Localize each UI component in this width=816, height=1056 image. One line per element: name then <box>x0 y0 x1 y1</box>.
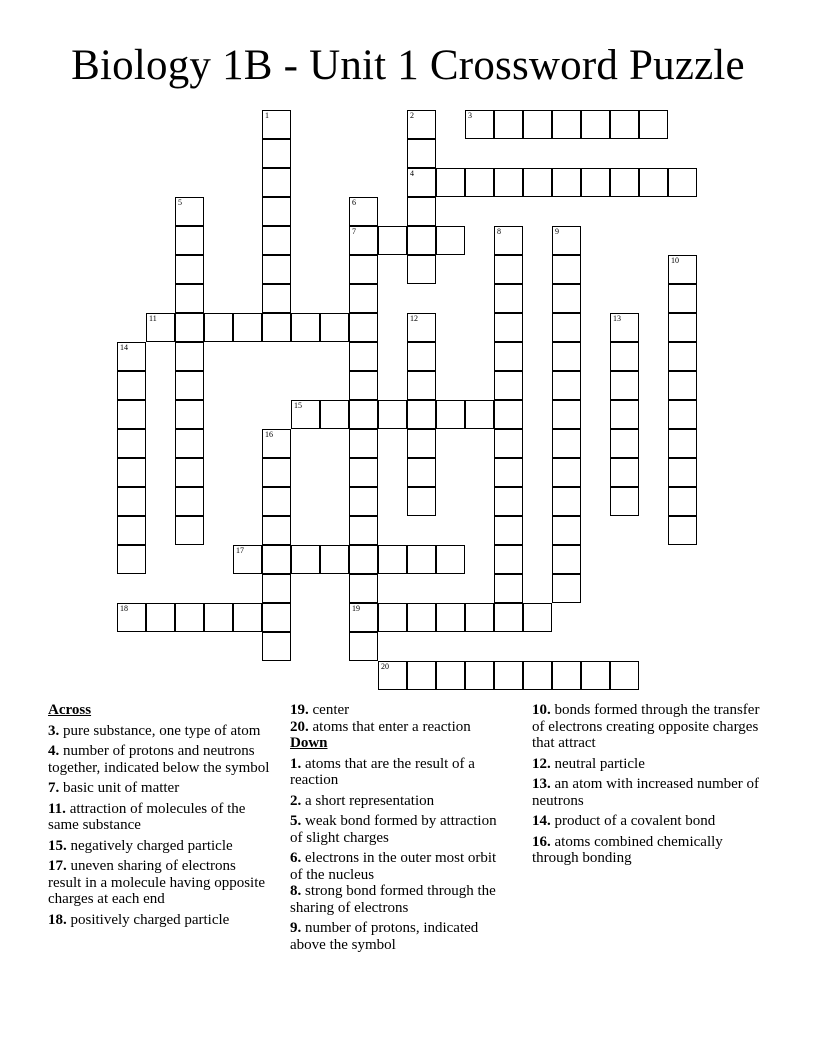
crossword-cell[interactable] <box>436 661 465 690</box>
clue-down-13: 13. an atom with increased number of neutrons <box>532 776 760 809</box>
clue-across-11: 11. attraction of molecules of the same substance <box>48 800 246 833</box>
crossword-cell[interactable] <box>610 168 639 197</box>
crossword-cell[interactable] <box>552 168 581 197</box>
crossword-cell[interactable] <box>262 632 291 661</box>
clue-number-label: 11 <box>149 314 157 323</box>
crossword-cell[interactable] <box>117 487 146 516</box>
crossword-cell[interactable] <box>668 168 697 197</box>
clue-down-5: 5. weak bond formed by attraction of slight charges <box>290 813 497 846</box>
crossword-cell[interactable] <box>465 110 494 139</box>
crossword-cell[interactable] <box>610 429 639 458</box>
clue-down-16: 16. atoms combined chemically through bonding <box>532 833 723 866</box>
crossword-cell[interactable] <box>668 313 697 342</box>
clue-number-label: 16 <box>265 430 273 439</box>
crossword-cell[interactable] <box>349 226 378 255</box>
crossword-cell[interactable] <box>175 284 204 313</box>
crossword-cell[interactable] <box>291 400 320 429</box>
crossword-cell[interactable] <box>378 400 407 429</box>
crossword-cell[interactable] <box>262 197 291 226</box>
clue-across-20: 20. atoms that enter a reaction <box>290 718 471 735</box>
crossword-cell[interactable] <box>320 313 349 342</box>
crossword-cell[interactable] <box>581 661 610 690</box>
crossword-cell[interactable] <box>552 110 581 139</box>
crossword-cell[interactable] <box>610 313 639 342</box>
crossword-cell[interactable] <box>117 400 146 429</box>
crossword-cell[interactable] <box>552 313 581 342</box>
crossword-cell[interactable] <box>552 516 581 545</box>
crossword-cell[interactable] <box>175 197 204 226</box>
crossword-cell[interactable] <box>494 487 523 516</box>
crossword-cell[interactable] <box>233 313 262 342</box>
clue-number-label: 2 <box>410 111 414 120</box>
clues-column-3 <box>532 702 764 871</box>
clue-across-19: 19. center <box>290 702 350 718</box>
clue-across-15: 15. negatively charged particle <box>48 837 233 854</box>
crossword-cell[interactable] <box>146 603 175 632</box>
crossword-cell[interactable] <box>349 458 378 487</box>
crossword-cell[interactable] <box>175 342 204 371</box>
crossword-cell[interactable] <box>175 313 204 342</box>
crossword-cell[interactable] <box>117 371 146 400</box>
clue-number-label: 6 <box>352 198 356 207</box>
crossword-cell[interactable] <box>494 603 523 632</box>
crossword-cell[interactable] <box>494 313 523 342</box>
clue-across-4: 4. number of protons and neutrons together, indicated below the symbol <box>48 743 270 776</box>
crossword-cell[interactable] <box>349 574 378 603</box>
crossword-cell[interactable] <box>407 371 436 400</box>
crossword-cell[interactable] <box>204 603 233 632</box>
clue-number-label: 13 <box>613 314 621 323</box>
crossword-cell[interactable] <box>407 255 436 284</box>
crossword-cell[interactable] <box>349 545 378 574</box>
crossword-cell[interactable] <box>407 429 436 458</box>
crossword-cell[interactable] <box>320 400 349 429</box>
crossword-cell[interactable] <box>349 255 378 284</box>
crossword-cell[interactable] <box>349 284 378 313</box>
crossword-cell[interactable] <box>668 371 697 400</box>
crossword-cell[interactable] <box>407 545 436 574</box>
crossword-cell[interactable] <box>610 342 639 371</box>
crossword-cell[interactable] <box>117 545 146 574</box>
crossword-cell[interactable] <box>494 429 523 458</box>
crossword-cell[interactable] <box>262 603 291 632</box>
crossword-cell[interactable] <box>262 110 291 139</box>
clue-number-label: 8 <box>497 227 501 236</box>
clue-number-label: 3 <box>468 111 472 120</box>
crossword-cell[interactable] <box>552 429 581 458</box>
crossword-cell[interactable] <box>668 400 697 429</box>
clue-number-label: 14 <box>120 343 128 352</box>
clue-down-9: 9. number of protons, indicated above the symbol <box>290 920 479 953</box>
crossword-cell[interactable] <box>378 661 407 690</box>
crossword-cell[interactable] <box>465 661 494 690</box>
crossword-cell[interactable] <box>175 603 204 632</box>
crossword-cell[interactable] <box>494 371 523 400</box>
crossword-cell[interactable] <box>494 342 523 371</box>
crossword-cell[interactable] <box>117 429 146 458</box>
crossword-cell[interactable] <box>175 226 204 255</box>
crossword-cell[interactable] <box>204 313 233 342</box>
crossword-cell[interactable] <box>349 313 378 342</box>
clue-number-label: 7 <box>352 227 356 236</box>
crossword-cell[interactable] <box>552 400 581 429</box>
crossword-cell[interactable] <box>407 342 436 371</box>
crossword-cell[interactable] <box>262 429 291 458</box>
crossword-cell[interactable] <box>668 342 697 371</box>
crossword-cell[interactable] <box>175 429 204 458</box>
crossword-cell[interactable] <box>610 110 639 139</box>
crossword-cell[interactable] <box>378 603 407 632</box>
crossword-cell[interactable] <box>407 197 436 226</box>
clue-number-label: 4 <box>410 169 414 178</box>
clue-number-label: 10 <box>671 256 679 265</box>
crossword-cell[interactable] <box>610 458 639 487</box>
clue-number-label: 12 <box>410 314 418 323</box>
crossword-cell[interactable] <box>378 226 407 255</box>
crossword-cell[interactable] <box>552 661 581 690</box>
crossword-cell[interactable] <box>523 661 552 690</box>
crossword-cell[interactable] <box>668 458 697 487</box>
crossword-cell[interactable] <box>494 516 523 545</box>
crossword-cell[interactable] <box>639 110 668 139</box>
crossword-cell[interactable] <box>668 255 697 284</box>
clue-number-label: 17 <box>236 546 244 555</box>
crossword-cell[interactable] <box>436 545 465 574</box>
crossword-cell[interactable] <box>117 458 146 487</box>
crossword-cell[interactable] <box>407 458 436 487</box>
crossword-cell[interactable] <box>465 603 494 632</box>
crossword-cell[interactable] <box>610 400 639 429</box>
clue-down-14: 14. product of a covalent bond <box>532 813 716 829</box>
crossword-cell[interactable] <box>349 487 378 516</box>
crossword-cell[interactable] <box>494 545 523 574</box>
crossword-cell[interactable] <box>494 255 523 284</box>
crossword-cell[interactable] <box>494 574 523 603</box>
crossword-cell[interactable] <box>494 284 523 313</box>
crossword-cell[interactable] <box>407 313 436 342</box>
crossword-cell[interactable] <box>349 632 378 661</box>
crossword-cell[interactable] <box>668 487 697 516</box>
crossword-cell[interactable] <box>610 371 639 400</box>
clue-down-1: 1. atoms that are the result of a reaction <box>290 755 475 788</box>
crossword-cell[interactable] <box>436 168 465 197</box>
crossword-cell[interactable] <box>407 487 436 516</box>
clue-number-label: 18 <box>120 604 128 613</box>
crossword-cell[interactable] <box>146 313 175 342</box>
crossword-cell[interactable] <box>320 545 349 574</box>
crossword-cell[interactable] <box>117 342 146 371</box>
crossword-cell[interactable] <box>552 255 581 284</box>
crossword-cell[interactable] <box>581 110 610 139</box>
crossword-cell[interactable] <box>262 313 291 342</box>
crossword-cell[interactable] <box>233 545 262 574</box>
clue-across-7: 7. basic unit of matter <box>48 780 180 796</box>
clues-column-2 <box>290 702 512 957</box>
crossword-cell[interactable] <box>349 197 378 226</box>
crossword-cell[interactable] <box>175 458 204 487</box>
crossword-cell[interactable] <box>581 168 610 197</box>
crossword-cell[interactable] <box>552 371 581 400</box>
crossword-cell[interactable] <box>494 226 523 255</box>
clue-across-3: 3. pure substance, one type of atom <box>48 722 261 739</box>
crossword-cell[interactable] <box>494 110 523 139</box>
crossword-cell[interactable] <box>436 400 465 429</box>
crossword-cell[interactable] <box>262 487 291 516</box>
crossword-cell[interactable] <box>349 342 378 371</box>
crossword-cell[interactable] <box>262 545 291 574</box>
crossword-cell[interactable] <box>465 400 494 429</box>
crossword-cell[interactable] <box>494 458 523 487</box>
crossword-cell[interactable] <box>552 574 581 603</box>
crossword-cell[interactable] <box>175 255 204 284</box>
clue-number-label: 5 <box>178 198 182 207</box>
crossword-cell[interactable] <box>523 110 552 139</box>
crossword-cell[interactable] <box>407 139 436 168</box>
crossword-cell[interactable] <box>610 661 639 690</box>
crossword-cell[interactable] <box>523 168 552 197</box>
crossword-cell[interactable] <box>262 574 291 603</box>
clue-number-label: 1 <box>265 111 269 120</box>
crossword-cell[interactable] <box>262 168 291 197</box>
crossword-cell[interactable] <box>494 661 523 690</box>
crossword-cell[interactable] <box>407 603 436 632</box>
crossword-cell[interactable] <box>668 429 697 458</box>
across-heading: Across <box>48 702 92 718</box>
clue-number-label: 19 <box>352 604 360 613</box>
crossword-cell[interactable] <box>552 226 581 255</box>
crossword-cell[interactable] <box>465 168 494 197</box>
crossword-cell[interactable] <box>494 400 523 429</box>
clue-down-10: 10. bonds formed through the transfer of electrons creating opposite charges that attract <box>532 702 760 751</box>
clue-number-label: 9 <box>555 227 559 236</box>
crossword-cell[interactable] <box>117 603 146 632</box>
crossword-cell[interactable] <box>175 371 204 400</box>
clue-down-12: 12. neutral particle <box>532 755 645 772</box>
down-heading: Down <box>290 735 328 751</box>
clue-number-label: 15 <box>294 401 302 410</box>
crossword-cell[interactable] <box>349 400 378 429</box>
crossword-cell[interactable] <box>349 429 378 458</box>
crossword-cell[interactable] <box>407 226 436 255</box>
crossword-cell[interactable] <box>552 342 581 371</box>
crossword-cell[interactable] <box>262 226 291 255</box>
crossword-cell[interactable] <box>407 168 436 197</box>
crossword-cell[interactable] <box>291 545 320 574</box>
crossword-cell[interactable] <box>262 516 291 545</box>
crossword-cell[interactable] <box>407 661 436 690</box>
clue-down-6: 6. electrons in the outer most orbit of the nucleus <box>290 850 497 883</box>
crossword-cell[interactable] <box>407 110 436 139</box>
crossword-cell[interactable] <box>668 516 697 545</box>
crossword-cell[interactable] <box>291 313 320 342</box>
crossword-cell[interactable] <box>349 603 378 632</box>
clue-across-18: 18. positively charged particle <box>48 911 230 928</box>
clue-down-8: 8. strong bond formed through the sharing of electrons <box>290 883 496 916</box>
crossword-cell[interactable] <box>262 458 291 487</box>
page-title: Biology 1B - Unit 1 Crossword Puzzle <box>71 42 745 89</box>
crossword-cell[interactable] <box>639 168 668 197</box>
clue-down-2: 2. a short representation <box>290 792 435 809</box>
crossword-cell[interactable] <box>349 371 378 400</box>
crossword-cell[interactable] <box>610 487 639 516</box>
crossword-cell[interactable] <box>175 400 204 429</box>
crossword-cell[interactable] <box>175 516 204 545</box>
crossword-cell[interactable] <box>436 226 465 255</box>
crossword-cell[interactable] <box>117 516 146 545</box>
crossword-cell[interactable] <box>436 603 465 632</box>
crossword-cell[interactable] <box>262 284 291 313</box>
clues-column-1 <box>48 702 270 932</box>
crossword-cell[interactable] <box>552 458 581 487</box>
crossword-cell[interactable] <box>175 487 204 516</box>
crossword-cell[interactable] <box>262 255 291 284</box>
crossword-cell[interactable] <box>233 603 262 632</box>
crossword-cell[interactable] <box>552 284 581 313</box>
crossword-cell[interactable] <box>378 545 407 574</box>
crossword-cell[interactable] <box>262 139 291 168</box>
clue-number-label: 20 <box>381 662 389 671</box>
clue-across-17: 17. uneven sharing of electrons result in a molecule having opposite charges at each end <box>48 858 266 907</box>
crossword-cell[interactable] <box>349 516 378 545</box>
crossword-cell[interactable] <box>552 487 581 516</box>
crossword-cell[interactable] <box>552 545 581 574</box>
crossword-cell[interactable] <box>668 284 697 313</box>
crossword-cell[interactable] <box>407 400 436 429</box>
crossword-cell[interactable] <box>523 603 552 632</box>
crossword-cell[interactable] <box>494 168 523 197</box>
